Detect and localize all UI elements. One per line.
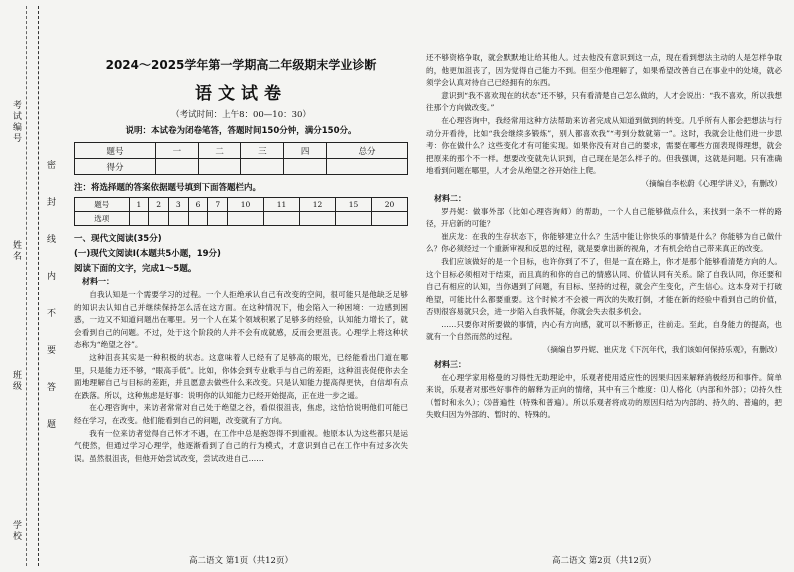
- paragraph: 还不够资格争取，就会默默地让给其他人。过去他没有意识到这一点，现在看到想法主动的人是怎样争取的，他更加沮丧了，因为觉得自己能力不到。但至少他理解了，如果希望改善自己在事业中的处境，就必须学会认真对待自己已经拥有的东西。: [426, 53, 782, 88]
- score-header-cell: 四: [284, 143, 327, 159]
- source-citation: （摘编自李松蔚《心理学讲义》，有删改）: [641, 178, 782, 188]
- score-cell[interactable]: [198, 159, 241, 175]
- score-header-cell: 一: [155, 143, 198, 159]
- score-table: [74, 142, 408, 175]
- seal-line: [38, 6, 39, 566]
- paragraph: 崔庆龙：在我的生存状态下，你能够建立什么？生活中能让你快乐的事情是什么？你能够为自己做什么？你必须经过一个重新审视和反思的过程，就是要拿出新的视角，才有机会给自己带来真正的改变。: [426, 231, 782, 254]
- answer-number-cell: 20: [371, 198, 407, 212]
- page-2: [426, 52, 782, 550]
- answer-cell[interactable]: [149, 212, 169, 226]
- paragraph: ……只要你对所要做的事情，内心有方向感，就可以不断修正，往前走。至此，自身能力的提高，也就有一个自然而然的过程。: [426, 319, 782, 342]
- class-label: 班级: [11, 370, 21, 392]
- answer-table: [74, 197, 408, 226]
- exam-time: （考试时间：上午8：00—10：30）: [171, 110, 311, 120]
- page-1: [74, 38, 408, 550]
- score-header-cell: 三: [241, 143, 284, 159]
- paragraph: 我有一位来访者觉得自己怀才不遇，在工作中总是抱怨得不到重视。他原本认为这些都只是运气使然，但通过学习心理学，他逐渐看到了自己的行为模式，才意识到自己在工作中有过多次失误。虽然很沮丧，但他开始尝试改变，尝试改进自己……: [74, 428, 408, 463]
- subsection-heading: (一)现代文阅读Ⅰ(本题共5小题，19分): [74, 249, 221, 259]
- answer-number-cell: 3: [168, 198, 188, 212]
- answer-number-cell: 6: [188, 198, 208, 212]
- score-cell[interactable]: [327, 159, 408, 175]
- section-heading: 一、现代文阅读(35分): [74, 234, 162, 244]
- reading-instruction: 阅读下面的文字，完成1～5题。: [74, 264, 197, 274]
- answer-number-cell: 2: [149, 198, 169, 212]
- answer-number-cell: 10: [228, 198, 264, 212]
- material-label: 材料二：: [434, 193, 466, 203]
- page-footer: 高二语文 第2页（共12页）: [552, 556, 656, 566]
- score-cell[interactable]: [284, 159, 327, 175]
- score-row-label: 得分: [75, 159, 156, 175]
- exam-no-label: 考试编号: [11, 100, 21, 144]
- paragraph: 我们应该做好的是一个目标，也许你到了不了，但是一直在路上，你才是那个能够看清楚方向的人。这个目标必须相对于结束，而且真的和你的自己的情感认同、价值认同有关系。除了自我认同，你还要和自己有相应的认知，当你遇到了问题，有目标、坚持的过程，就会产生变化，产生信心。这本身对于打破绝望，可能比什么都要重要。这个时候才不会被一两次的失败打倒，才能在新的经验中看到自己的价值，否则很容易就只会，进一步陷入自我怀疑，你就会失去很多机会。: [426, 256, 782, 317]
- material-label: 材料一：: [82, 277, 114, 286]
- paragraph: 罗丹妮：做事外部（比如心理咨询师）的帮助，一个人自己能够做点什么，来找到一条不一样的路径，开启新的可能？: [426, 206, 782, 229]
- answer-cell[interactable]: [168, 212, 188, 226]
- answer-number-cell: 11: [264, 198, 300, 212]
- exam-title: 2024～2025学年第一学期高二年级期末学业诊断: [105, 58, 377, 72]
- subject-title: 语文试卷: [195, 84, 287, 104]
- answer-cell[interactable]: [300, 212, 336, 226]
- answer-cell[interactable]: [208, 212, 228, 226]
- score-header-cell: 总分: [327, 143, 408, 159]
- answer-cell[interactable]: [228, 212, 264, 226]
- answer-number-cell: 1: [129, 198, 149, 212]
- answer-number-cell: 7: [208, 198, 228, 212]
- score-header-cell: 题号: [75, 143, 156, 159]
- seal-line-inner: [26, 6, 27, 566]
- answer-cell[interactable]: [335, 212, 371, 226]
- answer-header-cell: 题号: [75, 198, 130, 212]
- answer-number-cell: 12: [300, 198, 336, 212]
- binding-strip: [0, 0, 64, 572]
- paragraph: 在心理咨询中，我经常用这种方法帮助来访者完成从知道到做到的转变。几乎所有人都会把想法与行动分开看待，比如“我会继续多锻炼”，别人都喜欢我”“考到分数就第一”。这时，我就会让他们进一步思考：你在做什么？这些变化才有可能实现。如果你没有对自己的要求，需要在哪些方面表现得理想，就会把原来的那个不一样。想要改变就先认识到，自己现在是怎么样子的。但我强调，这就是问题。只有准确地看到问题在哪里，人才会从绝望之谷开始往上爬。: [426, 115, 782, 176]
- answer-cell[interactable]: [371, 212, 407, 226]
- score-cell[interactable]: [155, 159, 198, 175]
- score-header-cell: 二: [198, 143, 241, 159]
- score-cell[interactable]: [241, 159, 284, 175]
- paragraph: 意识到“我不喜欢现在的状态”还不够，只有看清楚自己怎么做的，人才会说出：“我不喜欢，所以我想往那个方向做改变。”: [426, 90, 782, 113]
- page-footer: 高二语文 第1页（共12页）: [189, 556, 293, 566]
- seal-text: 密封线内不要答题: [45, 160, 55, 456]
- school-label: 学校: [11, 520, 21, 542]
- paragraph: 在心理学家用格曼的习得性无助理论中，乐观者使用适应性的因果归因来解释消极经历和事件。简单来说，乐观者对那些好事件的解释为正向的情绪，其中有三个维度：⑴人格化（内部和外部）；⑵持久性（暂时和永久）；⑶普遍性（特殊和普遍）。所以乐观者将成功的原因归结为内部的、持久的、普遍的，把失败归因为外部的、暂时的、特殊的。: [426, 372, 782, 420]
- answer-cell[interactable]: [188, 212, 208, 226]
- answer-cell[interactable]: [264, 212, 300, 226]
- answer-note: 注：将选择题的答案依据题号填到下面答题栏内。: [74, 183, 262, 193]
- material-label: 材料三：: [434, 359, 466, 369]
- answer-cell[interactable]: [129, 212, 149, 226]
- answer-number-cell: 15: [335, 198, 371, 212]
- paragraph: 自我认知是一个需要学习的过程。一个人拒绝承认自己有改变的空间，很可能只是他缺乏足够的知识去认知自己并继续保持怎么活在这方面。在这种情况下，他会陷入一种困境：一边感到困惑，一边又不知道问题出在哪里。另一个人在某个领域积累了足够多的经验，认知能力增长了，就会看到自己的问题。不过，处于这个阶段的人并不会有成就感，反而会更沮丧。心理学上将这种状态称为“绝望之谷”。: [74, 290, 408, 350]
- answer-row-label: 选项: [75, 212, 130, 226]
- name-label: 姓名: [11, 240, 21, 262]
- paragraph: 这种沮丧其实是一种积极的状态。这意味着人已经有了足够高的眼光，已经能看出门道在哪里，只是能力还不够，“眼高手低”。比如，你体会到专业歌手与自己的差距，这种沮丧促使你去全面地理解自己与目标的差距，并且愿意去做些什么来改变。只是认知能力提高得更快，自信却有点在跌落。所以，这种焦虑是好事：说明你的认知能力已经开始提高，正在进一步之遥。: [74, 352, 408, 400]
- exam-instructions: 说明：本试卷为闭卷笔答，答题时间150分钟，满分150分。: [125, 126, 357, 136]
- source-citation: （摘编自罗丹妮、崔庆龙《下沉年代，我们该如何保持乐观》，有删改）: [542, 345, 782, 355]
- paragraph: 在心理咨询中，来访者常常对自己处于绝望之谷，看似很沮丧，焦虑，这恰恰说明他们可能已经在学习，在改变。他们能看到自己的问题，改变就有了方向。: [74, 403, 408, 425]
